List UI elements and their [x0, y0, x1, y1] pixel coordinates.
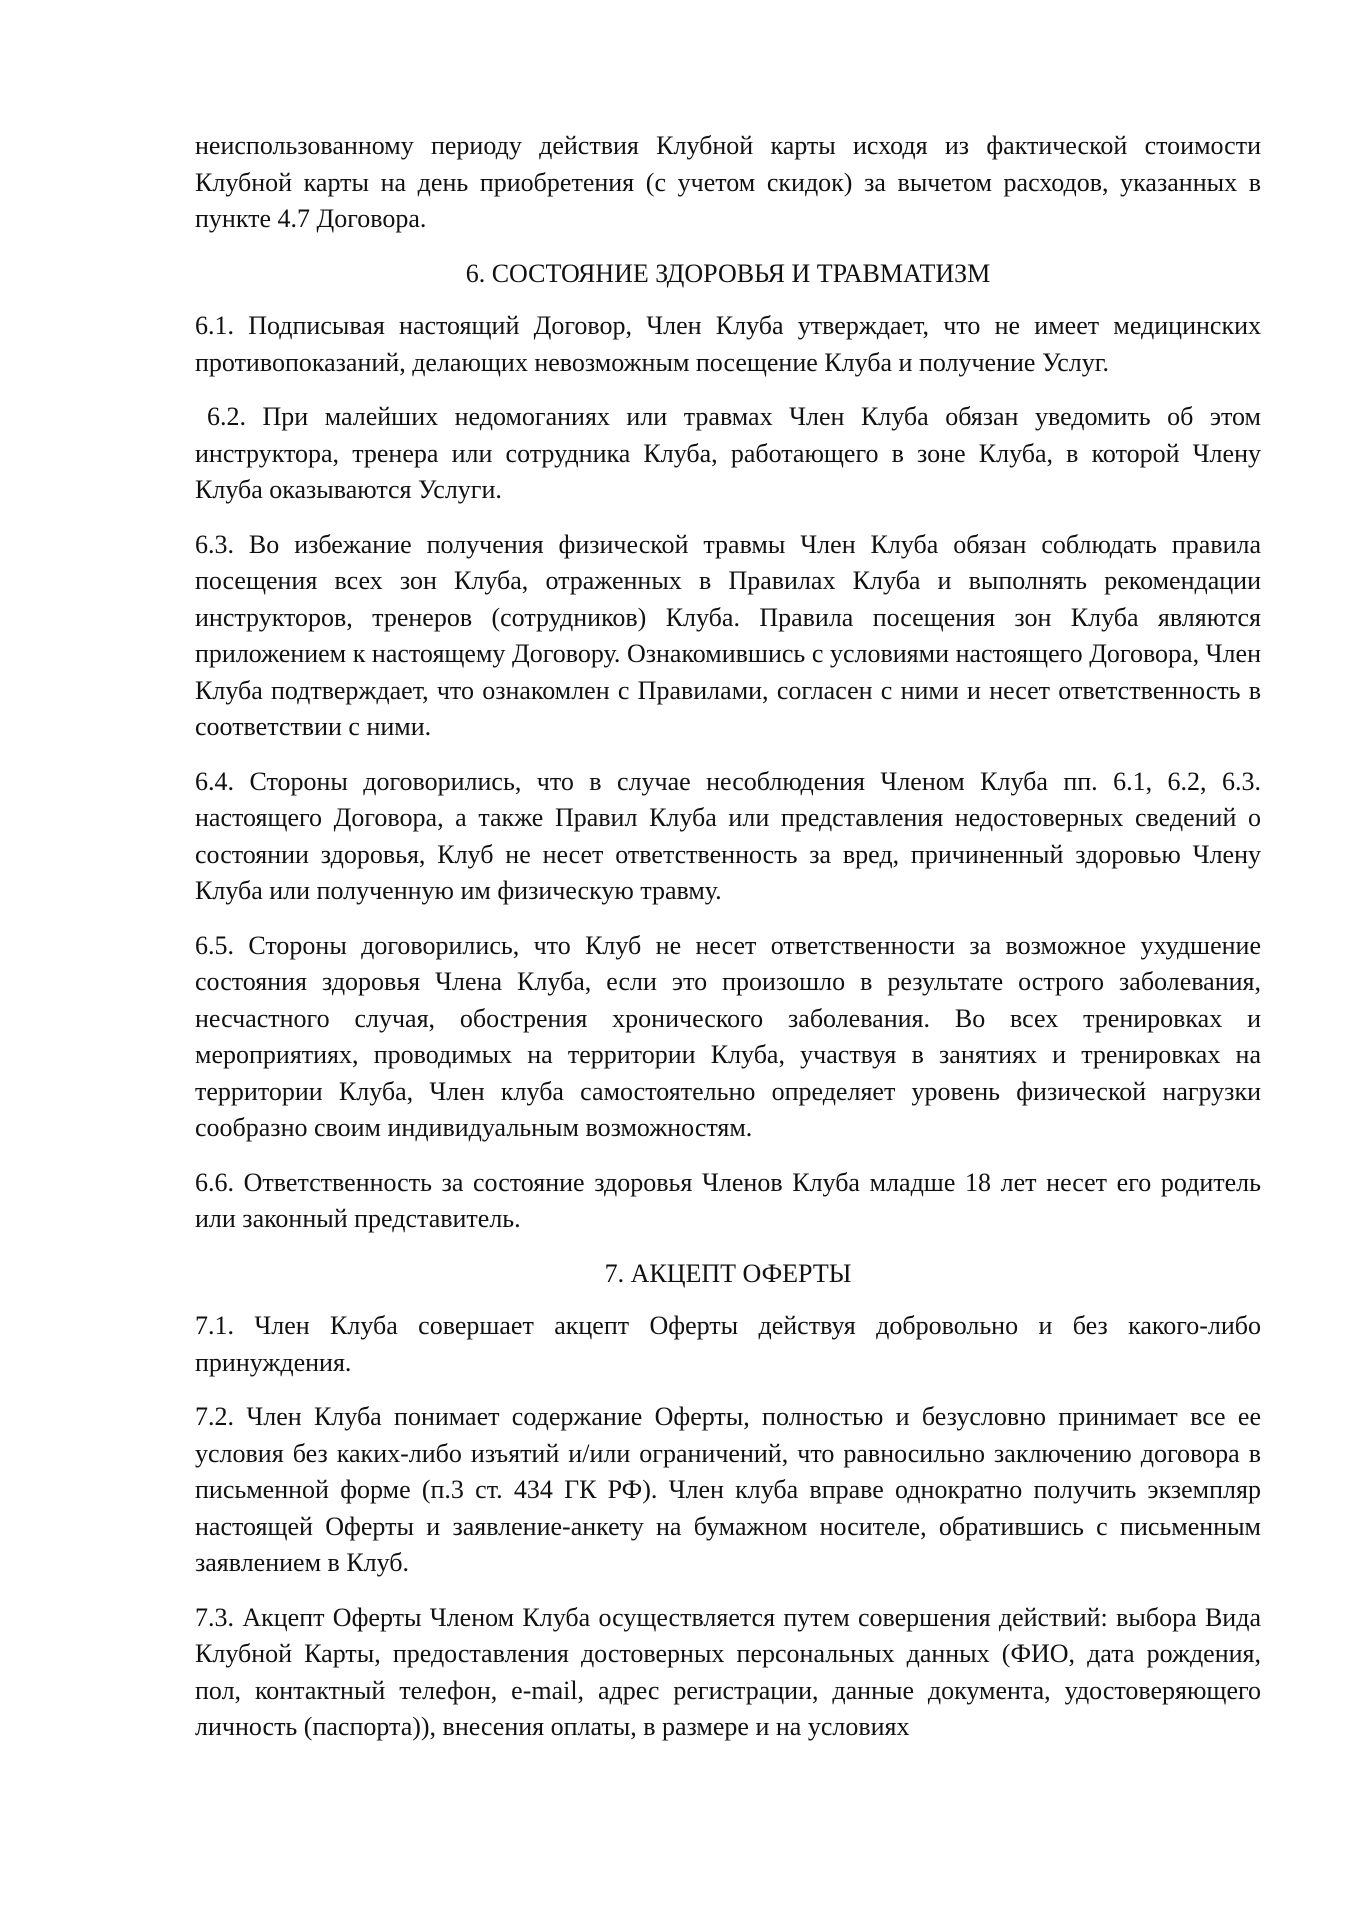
paragraph-7-2: 7.2. Член Клуба понимает содержание Оферты, полностью и безусловно принимает все ее условия без каких-либо изъятий и/или ограничений, что равносильно заключению договора в письменной форме (п.3 ст. 434 ГК РФ). Член клуба вправе однократно получить экземпляр настоящей Оферты и заявление-анкету на бумажном носителе, обратившись с письменным заявлением в Клуб.: [195, 1402, 1261, 1577]
section-heading-6: 6. СОСТОЯНИЕ ЗДОРОВЬЯ И ТРАВМАТИЗМ: [465, 258, 991, 288]
document-page: [195, 128, 1261, 1764]
paragraph-7-1: 7.1. Член Клуба совершает акцепт Оферты действуя добровольно и без какого-либо принуждения.: [195, 1311, 1261, 1377]
paragraph-6-4: 6.4. Стороны договорились, что в случае несоблюдения Членом Клуба пп. 6.1, 6.2, 6.3. настоящего Договора, а также Правил Клуба или представления недостоверных сведений о состоянии здоровья, Клуб не несет ответственность за вред, причиненный здоровью Члену Клуба или полученную им физическую травму.: [195, 766, 1261, 905]
paragraph-continuation: неиспользованному периоду действия Клубной карты исходя из фактической стоимости Клубной карты на день приобретения (с учетом скидок) за вычетом расходов, указанных в пункте 4.7 Договора.: [195, 131, 1261, 233]
paragraph-6-3: 6.3. Во избежание получения физической травмы Член Клуба обязан соблюдать правила посещения всех зон Клуба, отраженных в Правилах Клуба и выполнять рекомендации инструкторов, тренеров (сотрудников) Клуба. Правила посещения зон Клуба являются приложением к настоящему Договору. Ознакомившись с условиями настоящего Договора, Член Клуба подтверждает, что ознакомлен с Правилами, согласен с ними и несет ответственность в соответствии с ними.: [195, 529, 1261, 741]
paragraph-6-2: 6.2. При малейших недомоганиях или травмах Член Клуба обязан уведомить об этом инструктора, тренера или сотрудника Клуба, работающего в зоне Клуба, в которой Члену Клуба оказываются Услуги.: [195, 402, 1261, 504]
section-heading-7: 7. АКЦЕПТ ОФЕРТЫ: [604, 1258, 852, 1288]
paragraph-6-5: 6.5. Стороны договорились, что Клуб не несет ответственности за возможное ухудшение состояния здоровья Члена Клуба, если это произошло в результате острого заболевания, несчастного случая, обострения хронического заболевания. Во всех тренировках и мероприятиях, проводимых на территории Клуба, участвуя в занятиях и тренировках на территории Клуба, Член клуба самостоятельно определяет уровень физической нагрузки сообразно своим индивидуальным возможностям.: [195, 930, 1261, 1142]
paragraph-6-6: 6.6. Ответственность за состояние здоровья Членов Клуба младше 18 лет несет его родитель или законный представитель.: [195, 1167, 1261, 1233]
paragraph-7-3: 7.3. Акцепт Оферты Членом Клуба осуществляется путем совершения действий: выбора Вида Клубной Карты, предоставления достоверных персональных данных (ФИО, дата рождения, пол, контактный телефон, e-mail, адрес регистрации, данные документа, удостоверяющего личность (паспорта)), внесения оплаты, в размере и на условиях: [195, 1602, 1261, 1741]
paragraph-6-1: 6.1. Подписывая настоящий Договор, Член Клуба утверждает, что не имеет медицинских противопоказаний, делающих невозможным посещение Клуба и получение Услуг.: [195, 311, 1261, 377]
